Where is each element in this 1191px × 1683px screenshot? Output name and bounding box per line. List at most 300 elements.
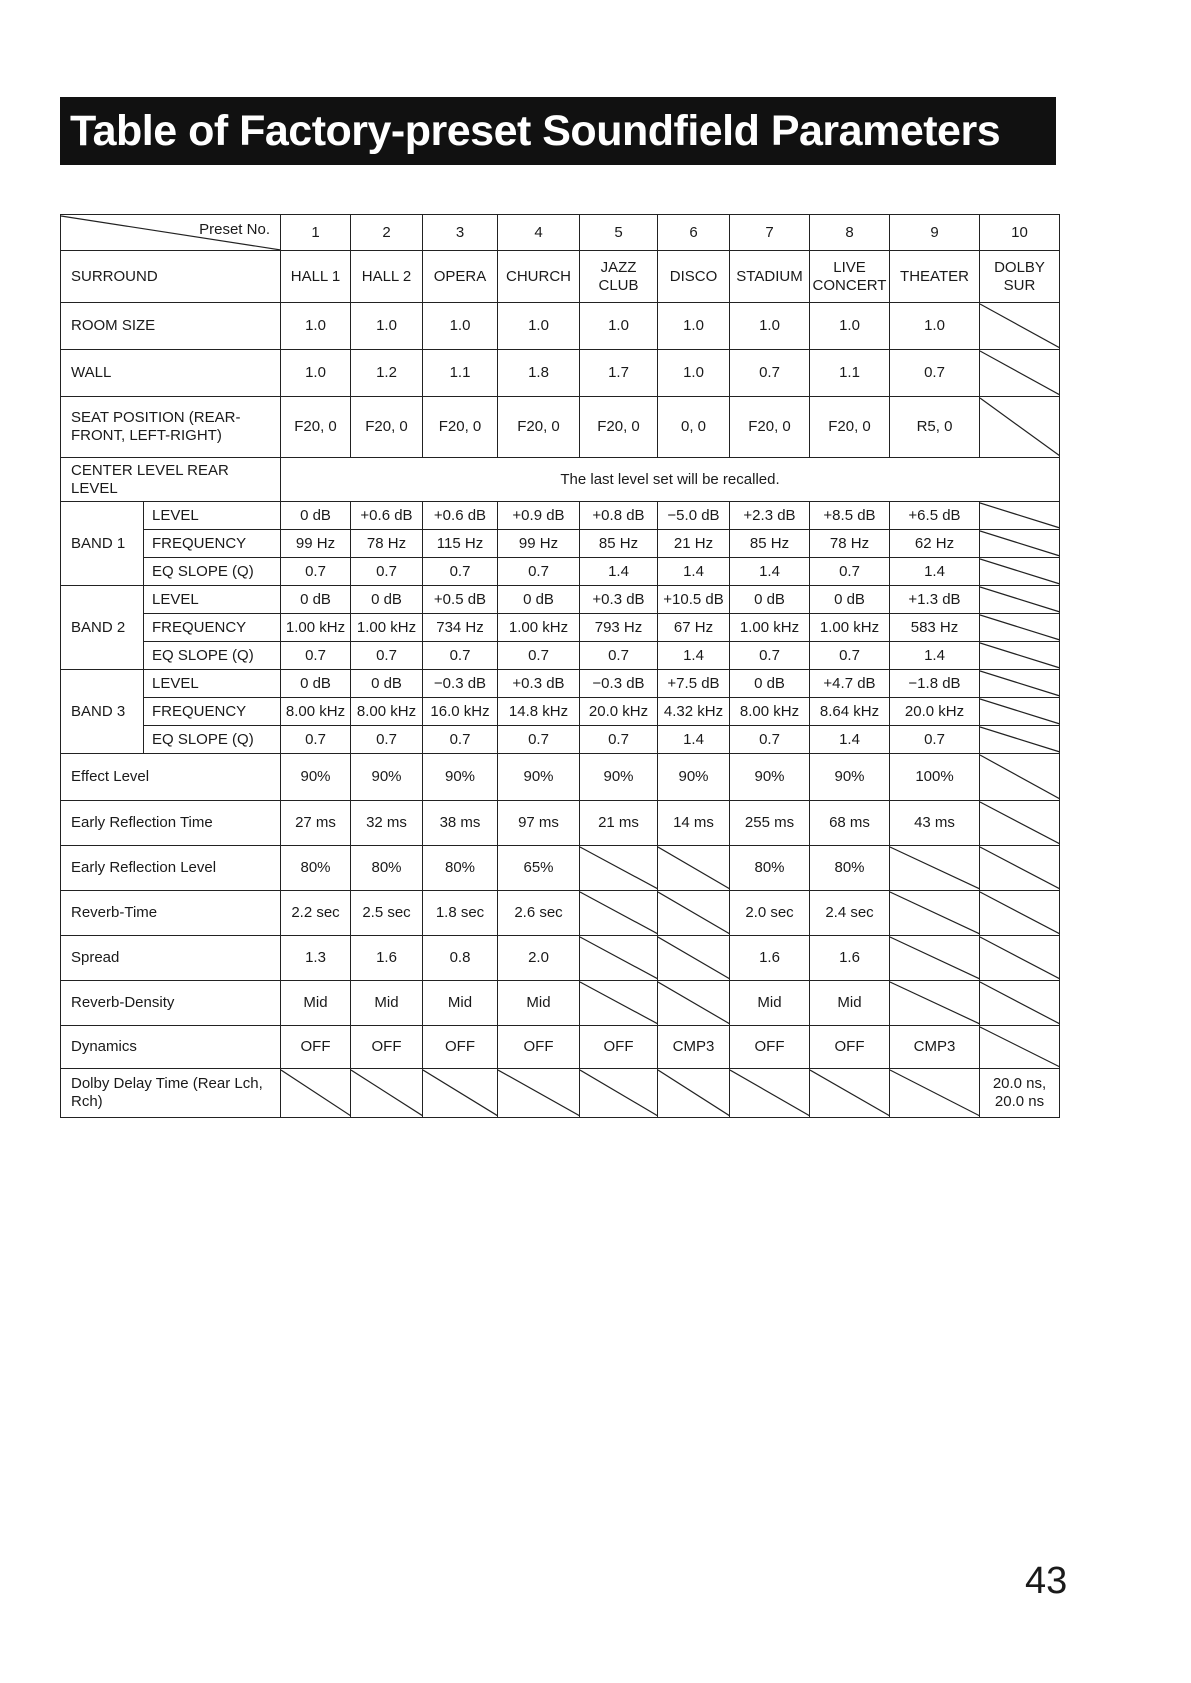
not-applicable-diagonal	[423, 1069, 498, 1117]
early-reflection-level-value: 80%	[281, 846, 351, 891]
reverb-density-na-cell	[658, 981, 730, 1026]
dolby-delay-time-na-cell	[658, 1069, 730, 1118]
band-1-eq_slope-value: 0.7	[810, 558, 890, 586]
band-2-level-value: +0.5 dB	[423, 586, 498, 614]
dynamics-value: OFF	[423, 1026, 498, 1069]
seat-position-row	[61, 397, 1060, 458]
not-applicable-diagonal	[980, 558, 1060, 585]
reverb-time-na-cell	[658, 891, 730, 936]
spread-row	[61, 936, 1060, 981]
band-1-eq_slope-value: 1.4	[890, 558, 980, 586]
not-applicable-diagonal	[980, 754, 1060, 800]
seat-position-value: 0, 0	[658, 397, 730, 458]
effect-level-label: Effect Level	[61, 754, 281, 801]
dynamics-na-cell	[980, 1026, 1060, 1069]
preset-no-label: Preset No.	[199, 221, 270, 238]
band-2-level-value: 0 dB	[281, 586, 351, 614]
spread-value: 1.3	[281, 936, 351, 981]
wall-value: 1.8	[498, 350, 580, 397]
early-reflection-time-value: 43 ms	[890, 801, 980, 846]
band-2-frequency-value: 1.00 kHz	[730, 614, 810, 642]
effect-level-value: 90%	[281, 754, 351, 801]
band-3-eq_slope-value: 0.7	[498, 726, 580, 754]
surround-value: DOLBY SUR	[980, 251, 1060, 303]
center-rear-level-label: CENTER LEVEL REAR LEVEL	[61, 458, 281, 502]
dynamics-value: OFF	[498, 1026, 580, 1069]
band-3-eq_slope-label: EQ SLOPE (Q)	[144, 726, 281, 754]
not-applicable-diagonal	[810, 1069, 890, 1117]
not-applicable-diagonal	[580, 846, 658, 890]
room-size-value: 1.0	[658, 303, 730, 350]
band-2-frequency-value: 793 Hz	[580, 614, 658, 642]
band-1-eq_slope-value: 1.4	[730, 558, 810, 586]
reverb-density-na-cell	[580, 981, 658, 1026]
soundfield-parameters-table	[60, 214, 1060, 1118]
dolby-delay-time-value: 20.0 ns, 20.0 ns	[980, 1069, 1060, 1118]
band-2-frequency-value: 734 Hz	[423, 614, 498, 642]
dolby-delay-time-na-cell	[351, 1069, 423, 1118]
band-2-eq_slope-value: 0.7	[351, 642, 423, 670]
not-applicable-diagonal	[351, 1069, 423, 1117]
band-2-level-value: 0 dB	[498, 586, 580, 614]
early-reflection-level-label: Early Reflection Level	[61, 846, 281, 891]
band-2-frequency-value: 67 Hz	[658, 614, 730, 642]
band-2-eq_slope-label: EQ SLOPE (Q)	[144, 642, 281, 670]
band-1-frequency-na-cell	[980, 530, 1060, 558]
not-applicable-diagonal	[980, 891, 1060, 935]
dynamics-value: CMP3	[890, 1026, 980, 1069]
preset-number: 8	[810, 215, 890, 251]
band-2-eq_slope-value: 1.4	[658, 642, 730, 670]
page-title: Table of Factory-preset Soundfield Parameters	[60, 97, 1056, 165]
dynamics-value: OFF	[281, 1026, 351, 1069]
wall-value: 1.2	[351, 350, 423, 397]
early-reflection-time-value: 97 ms	[498, 801, 580, 846]
room-size-value: 1.0	[423, 303, 498, 350]
spread-value: 1.6	[730, 936, 810, 981]
band-3-level-value: −0.3 dB	[423, 670, 498, 698]
reverb-time-value: 2.6 sec	[498, 891, 580, 936]
band-1-level-row	[61, 502, 1060, 530]
band-2-frequency-value: 1.00 kHz	[281, 614, 351, 642]
band-3-label: BAND 3	[61, 670, 144, 754]
early-reflection-level-value: 80%	[810, 846, 890, 891]
room-size-row	[61, 303, 1060, 350]
preset-number: 3	[423, 215, 498, 251]
band-2-level-value: 0 dB	[351, 586, 423, 614]
not-applicable-diagonal	[580, 936, 658, 980]
surround-value: LIVE CONCERT	[810, 251, 890, 303]
not-applicable-diagonal	[580, 891, 658, 935]
seat-position-value: F20, 0	[423, 397, 498, 458]
band-3-level-na-cell	[980, 670, 1060, 698]
band-2-label: BAND 2	[61, 586, 144, 670]
not-applicable-diagonal	[658, 936, 730, 980]
band-1-frequency-row	[61, 530, 1060, 558]
reverb-density-value: Mid	[730, 981, 810, 1026]
page-number: 43	[1025, 1560, 1068, 1602]
band-2-level-na-cell	[980, 586, 1060, 614]
wall-value: 1.1	[423, 350, 498, 397]
reverb-time-value: 2.4 sec	[810, 891, 890, 936]
preset-number: 9	[890, 215, 980, 251]
effect-level-na-cell	[980, 754, 1060, 801]
band-1-eq_slope-label: EQ SLOPE (Q)	[144, 558, 281, 586]
band-1-frequency-value: 99 Hz	[281, 530, 351, 558]
band-2-eq_slope-value: 0.7	[498, 642, 580, 670]
room-size-value: 1.0	[890, 303, 980, 350]
effect-level-value: 90%	[810, 754, 890, 801]
band-3-level-value: +0.3 dB	[498, 670, 580, 698]
effect-level-value: 90%	[730, 754, 810, 801]
band-3-eq_slope-value: 0.7	[423, 726, 498, 754]
dynamics-value: OFF	[730, 1026, 810, 1069]
seat-position-label: SEAT POSITION (REAR-FRONT, LEFT-RIGHT)	[61, 397, 281, 458]
band-2-eq_slope-value: 0.7	[580, 642, 658, 670]
dynamics-value: OFF	[580, 1026, 658, 1069]
band-1-level-value: +0.8 dB	[580, 502, 658, 530]
surround-value: THEATER	[890, 251, 980, 303]
band-1-frequency-value: 115 Hz	[423, 530, 498, 558]
wall-value: 0.7	[730, 350, 810, 397]
band-1-eq_slope-value: 0.7	[423, 558, 498, 586]
early-reflection-level-na-cell	[658, 846, 730, 891]
dolby-delay-time-na-cell	[580, 1069, 658, 1118]
room-size-label: ROOM SIZE	[61, 303, 281, 350]
effect-level-value: 100%	[890, 754, 980, 801]
not-applicable-diagonal	[980, 670, 1060, 697]
not-applicable-diagonal	[980, 801, 1060, 845]
spread-value: 1.6	[351, 936, 423, 981]
early-reflection-time-value: 32 ms	[351, 801, 423, 846]
not-applicable-diagonal	[980, 846, 1060, 890]
early-reflection-time-na-cell	[980, 801, 1060, 846]
band-1-level-value: +0.6 dB	[351, 502, 423, 530]
band-2-frequency-value: 1.00 kHz	[498, 614, 580, 642]
not-applicable-diagonal	[980, 350, 1060, 396]
not-applicable-diagonal	[980, 530, 1060, 557]
band-2-eq_slope-value: 0.7	[730, 642, 810, 670]
not-applicable-diagonal	[890, 846, 980, 890]
reverb-time-value: 2.2 sec	[281, 891, 351, 936]
surround-value: HALL 1	[281, 251, 351, 303]
band-1-level-value: +0.9 dB	[498, 502, 580, 530]
surround-value: JAZZ CLUB	[580, 251, 658, 303]
dolby-delay-time-na-cell	[890, 1069, 980, 1118]
band-1-level-na-cell	[980, 502, 1060, 530]
early-reflection-level-value: 80%	[423, 846, 498, 891]
band-3-level-row	[61, 670, 1060, 698]
early-reflection-time-value: 27 ms	[281, 801, 351, 846]
band-2-level-label: LEVEL	[144, 586, 281, 614]
dolby-delay-time-na-cell	[730, 1069, 810, 1118]
band-1-level-value: +6.5 dB	[890, 502, 980, 530]
band-2-frequency-na-cell	[980, 614, 1060, 642]
dynamics-row	[61, 1026, 1060, 1069]
wall-value: 1.7	[580, 350, 658, 397]
band-3-frequency-value: 8.00 kHz	[730, 698, 810, 726]
spread-na-cell	[980, 936, 1060, 981]
wall-value: 1.0	[281, 350, 351, 397]
surround-value: DISCO	[658, 251, 730, 303]
dynamics-label: Dynamics	[61, 1026, 281, 1069]
surround-value: CHURCH	[498, 251, 580, 303]
spread-na-cell	[658, 936, 730, 981]
band-2-frequency-value: 583 Hz	[890, 614, 980, 642]
early-reflection-time-value: 255 ms	[730, 801, 810, 846]
dolby-delay-time-na-cell	[810, 1069, 890, 1118]
band-1-frequency-value: 78 Hz	[351, 530, 423, 558]
preset-number: 2	[351, 215, 423, 251]
early-reflection-level-value: 65%	[498, 846, 580, 891]
not-applicable-diagonal	[580, 981, 658, 1025]
surround-row	[61, 251, 1060, 303]
band-3-frequency-value: 8.64 kHz	[810, 698, 890, 726]
not-applicable-diagonal	[980, 981, 1060, 1025]
not-applicable-diagonal	[890, 981, 980, 1025]
preset-number: 5	[580, 215, 658, 251]
seat-position-value: F20, 0	[498, 397, 580, 458]
band-3-eq_slope-value: 1.4	[658, 726, 730, 754]
preset-no-header	[61, 215, 281, 251]
not-applicable-diagonal	[980, 303, 1060, 349]
band-1-level-value: +8.5 dB	[810, 502, 890, 530]
reverb-time-row	[61, 891, 1060, 936]
band-1-eq_slope-value: 0.7	[281, 558, 351, 586]
band-1-eq_slope-na-cell	[980, 558, 1060, 586]
band-1-eq_slope-value: 1.4	[658, 558, 730, 586]
seat-position-value: F20, 0	[810, 397, 890, 458]
effect-level-value: 90%	[580, 754, 658, 801]
band-3-frequency-value: 16.0 kHz	[423, 698, 498, 726]
band-1-eq_slope-value: 0.7	[498, 558, 580, 586]
band-2-eq_slope-value: 0.7	[281, 642, 351, 670]
band-2-frequency-value: 1.00 kHz	[810, 614, 890, 642]
band-3-level-value: 0 dB	[730, 670, 810, 698]
band-1-level-value: 0 dB	[281, 502, 351, 530]
center-rear-level-row	[61, 458, 1060, 502]
band-3-level-value: +7.5 dB	[658, 670, 730, 698]
band-2-frequency-label: FREQUENCY	[144, 614, 281, 642]
not-applicable-diagonal	[980, 642, 1060, 669]
reverb-time-value: 2.0 sec	[730, 891, 810, 936]
reverb-time-na-cell	[890, 891, 980, 936]
seat-position-value: F20, 0	[281, 397, 351, 458]
reverb-time-na-cell	[980, 891, 1060, 936]
band-1-level-value: −5.0 dB	[658, 502, 730, 530]
band-3-level-value: 0 dB	[351, 670, 423, 698]
band-2-eq_slope-row	[61, 642, 1060, 670]
dolby-delay-time-na-cell	[498, 1069, 580, 1118]
band-1-frequency-value: 85 Hz	[730, 530, 810, 558]
wall-value: 0.7	[890, 350, 980, 397]
band-3-frequency-na-cell	[980, 698, 1060, 726]
not-applicable-diagonal	[890, 891, 980, 935]
not-applicable-diagonal	[281, 1069, 351, 1117]
preset-number: 10	[980, 215, 1060, 251]
band-2-frequency-row	[61, 614, 1060, 642]
band-2-eq_slope-value: 0.7	[810, 642, 890, 670]
early-reflection-level-na-cell	[980, 846, 1060, 891]
reverb-density-na-cell	[980, 981, 1060, 1026]
not-applicable-diagonal	[980, 698, 1060, 725]
not-applicable-diagonal	[658, 891, 730, 935]
effect-level-row	[61, 754, 1060, 801]
reverb-density-label: Reverb-Density	[61, 981, 281, 1026]
surround-value: STADIUM	[730, 251, 810, 303]
band-1-label: BAND 1	[61, 502, 144, 586]
band-1-frequency-value: 85 Hz	[580, 530, 658, 558]
band-3-level-value: 0 dB	[281, 670, 351, 698]
seat-position-na-cell	[980, 397, 1060, 458]
early-reflection-time-value: 21 ms	[580, 801, 658, 846]
spread-value: 2.0	[498, 936, 580, 981]
band-1-frequency-label: FREQUENCY	[144, 530, 281, 558]
surround-label: SURROUND	[61, 251, 281, 303]
dolby-delay-time-row	[61, 1069, 1060, 1118]
early-reflection-time-row	[61, 801, 1060, 846]
dynamics-value: OFF	[810, 1026, 890, 1069]
band-3-frequency-value: 8.00 kHz	[351, 698, 423, 726]
not-applicable-diagonal	[980, 397, 1060, 457]
reverb-density-value: Mid	[810, 981, 890, 1026]
reverb-density-row	[61, 981, 1060, 1026]
room-size-value: 1.0	[580, 303, 658, 350]
spread-value: 1.6	[810, 936, 890, 981]
band-3-level-value: +4.7 dB	[810, 670, 890, 698]
early-reflection-time-value: 38 ms	[423, 801, 498, 846]
reverb-density-na-cell	[890, 981, 980, 1026]
dolby-delay-time-na-cell	[281, 1069, 351, 1118]
band-3-frequency-value: 8.00 kHz	[281, 698, 351, 726]
band-2-eq_slope-na-cell	[980, 642, 1060, 670]
reverb-density-value: Mid	[498, 981, 580, 1026]
not-applicable-diagonal	[980, 936, 1060, 980]
preset-number: 4	[498, 215, 580, 251]
spread-na-cell	[580, 936, 658, 981]
not-applicable-diagonal	[498, 1069, 580, 1117]
seat-position-value: F20, 0	[580, 397, 658, 458]
not-applicable-diagonal	[730, 1069, 810, 1117]
wall-row	[61, 350, 1060, 397]
dolby-delay-time-label: Dolby Delay Time (Rear Lch, Rch)	[61, 1069, 281, 1118]
room-size-value: 1.0	[281, 303, 351, 350]
early-reflection-level-na-cell	[890, 846, 980, 891]
band-1-eq_slope-row	[61, 558, 1060, 586]
early-reflection-time-label: Early Reflection Time	[61, 801, 281, 846]
wall-value: 1.1	[810, 350, 890, 397]
effect-level-value: 90%	[423, 754, 498, 801]
not-applicable-diagonal	[580, 1069, 658, 1117]
not-applicable-diagonal	[658, 846, 730, 890]
surround-value: HALL 2	[351, 251, 423, 303]
reverb-time-value: 1.8 sec	[423, 891, 498, 936]
band-3-eq_slope-value: 0.7	[890, 726, 980, 754]
band-3-level-value: −0.3 dB	[580, 670, 658, 698]
band-1-frequency-value: 99 Hz	[498, 530, 580, 558]
not-applicable-diagonal	[890, 1069, 980, 1117]
band-2-level-row	[61, 586, 1060, 614]
band-1-level-label: LEVEL	[144, 502, 281, 530]
header-row	[61, 215, 1060, 251]
spread-na-cell	[890, 936, 980, 981]
band-3-eq_slope-value: 1.4	[810, 726, 890, 754]
reverb-time-value: 2.5 sec	[351, 891, 423, 936]
recall-note: The last level set will be recalled.	[281, 458, 1060, 502]
room-size-value: 1.0	[498, 303, 580, 350]
band-2-eq_slope-value: 1.4	[890, 642, 980, 670]
early-reflection-time-value: 14 ms	[658, 801, 730, 846]
dynamics-value: CMP3	[658, 1026, 730, 1069]
room-size-value: 1.0	[730, 303, 810, 350]
band-3-eq_slope-row	[61, 726, 1060, 754]
not-applicable-diagonal	[980, 726, 1060, 753]
not-applicable-diagonal	[890, 936, 980, 980]
not-applicable-diagonal	[980, 586, 1060, 613]
effect-level-value: 90%	[658, 754, 730, 801]
effect-level-value: 90%	[498, 754, 580, 801]
band-3-eq_slope-value: 0.7	[730, 726, 810, 754]
seat-position-value: F20, 0	[351, 397, 423, 458]
wall-na-cell	[980, 350, 1060, 397]
band-2-level-value: +10.5 dB	[658, 586, 730, 614]
dynamics-value: OFF	[351, 1026, 423, 1069]
band-1-level-value: +0.6 dB	[423, 502, 498, 530]
spread-value: 0.8	[423, 936, 498, 981]
band-2-level-value: +0.3 dB	[580, 586, 658, 614]
band-3-frequency-row	[61, 698, 1060, 726]
not-applicable-diagonal	[658, 1069, 730, 1117]
band-1-eq_slope-value: 1.4	[580, 558, 658, 586]
wall-value: 1.0	[658, 350, 730, 397]
band-1-frequency-value: 62 Hz	[890, 530, 980, 558]
band-2-level-value: 0 dB	[810, 586, 890, 614]
reverb-density-value: Mid	[281, 981, 351, 1026]
spread-label: Spread	[61, 936, 281, 981]
early-reflection-level-row	[61, 846, 1060, 891]
band-3-frequency-value: 20.0 kHz	[580, 698, 658, 726]
band-1-frequency-value: 21 Hz	[658, 530, 730, 558]
band-1-frequency-value: 78 Hz	[810, 530, 890, 558]
band-3-eq_slope-value: 0.7	[281, 726, 351, 754]
band-3-frequency-value: 4.32 kHz	[658, 698, 730, 726]
effect-level-value: 90%	[351, 754, 423, 801]
band-3-level-label: LEVEL	[144, 670, 281, 698]
early-reflection-level-na-cell	[580, 846, 658, 891]
band-1-eq_slope-value: 0.7	[351, 558, 423, 586]
room-size-value: 1.0	[351, 303, 423, 350]
band-3-eq_slope-na-cell	[980, 726, 1060, 754]
seat-position-value: R5, 0	[890, 397, 980, 458]
band-2-level-value: +1.3 dB	[890, 586, 980, 614]
band-2-eq_slope-value: 0.7	[423, 642, 498, 670]
not-applicable-diagonal	[980, 1026, 1060, 1068]
early-reflection-level-value: 80%	[730, 846, 810, 891]
preset-number: 1	[281, 215, 351, 251]
band-2-frequency-value: 1.00 kHz	[351, 614, 423, 642]
band-3-frequency-value: 14.8 kHz	[498, 698, 580, 726]
band-2-level-value: 0 dB	[730, 586, 810, 614]
room-size-na-cell	[980, 303, 1060, 350]
seat-position-value: F20, 0	[730, 397, 810, 458]
reverb-density-value: Mid	[423, 981, 498, 1026]
early-reflection-level-value: 80%	[351, 846, 423, 891]
not-applicable-diagonal	[658, 981, 730, 1025]
early-reflection-time-value: 68 ms	[810, 801, 890, 846]
wall-label: WALL	[61, 350, 281, 397]
not-applicable-diagonal	[980, 614, 1060, 641]
not-applicable-diagonal	[980, 502, 1060, 529]
